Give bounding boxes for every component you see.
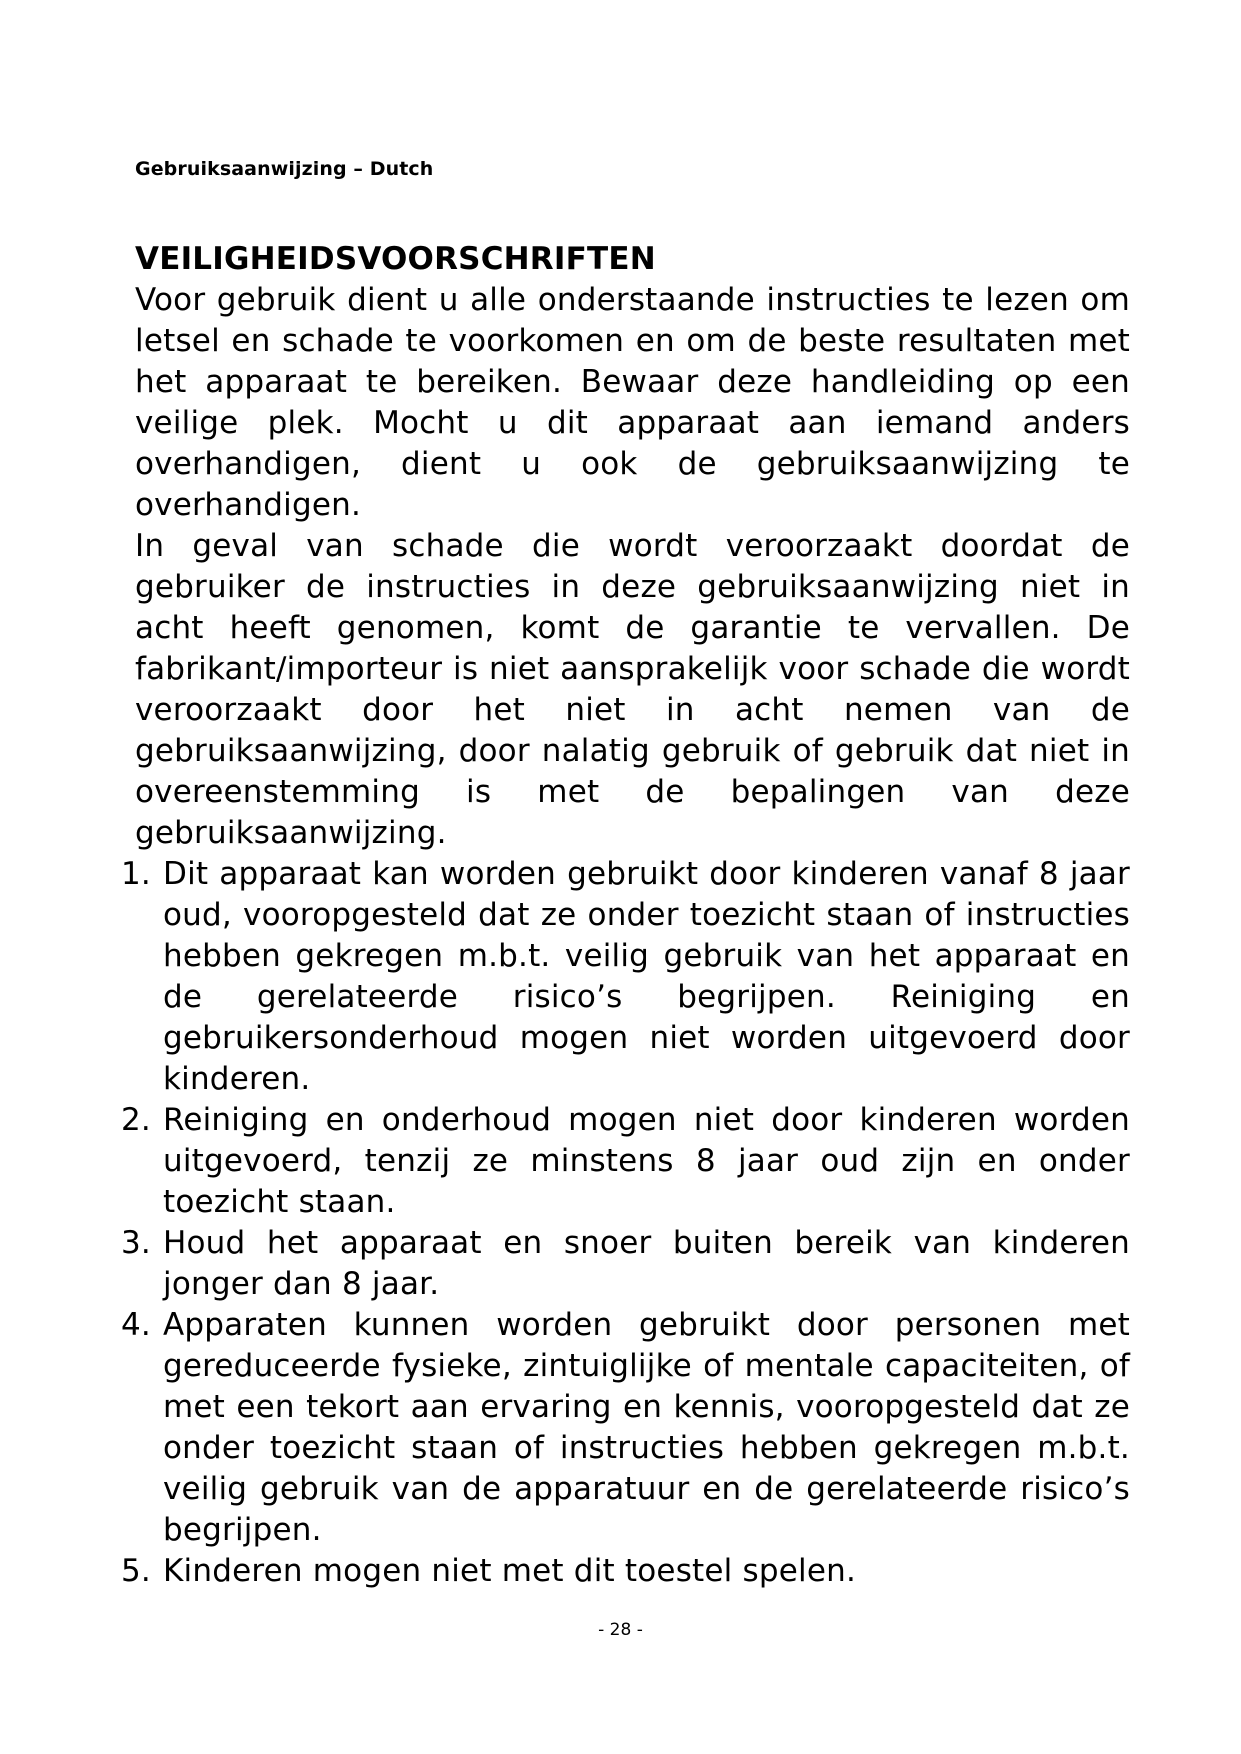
intro-paragraph: Voor gebruik dient u alle onderstaande instructies te lezen om letsel en schade te voorkomen en om de beste resultaten met het apparaat te bereiken. Bewaar deze handleiding op een veilige plek. Mocht u dit apparaat aan iemand anders overhandigen, dient u ook de gebruiksaanwijzing te overhandigen. [135,282,1130,523]
list-item [121,1223,1130,1305]
list-item-text: Apparaten kunnen worden gebruikt door personen met gereduceerde fysieke, zintuiglijke of mentale capaciteiten, of met een tekort aan ervaring en kennis, vooropgesteld dat ze onder toezicht staan of instructies hebben gekregen m.b.t. veilig gebruik van de apparatuur en de gerelateerde risico’s begrijpen. [163,1307,1130,1548]
list-item-number: 2. [121,1102,151,1138]
safety-list [121,854,1130,1592]
list-item-text: Houd het apparaat en snoer buiten bereik van kinderen jonger dan 8 jaar. [163,1225,1130,1302]
list-item-number: 3. [121,1225,151,1261]
page-number: - 28 - [598,1620,643,1640]
list-item [121,1551,1130,1592]
list-item [121,1305,1130,1551]
list-item-number: 5. [121,1553,151,1589]
list-item-number: 4. [121,1307,151,1343]
list-item-text: Reiniging en onderhoud mogen niet door kinderen worden uitgevoerd, tenzij ze minstens 8 jaar oud zijn en onder toezicht staan. [163,1102,1130,1220]
running-header: Gebruiksaanwijzing – Dutch [135,158,434,180]
list-item-text: Dit apparaat kan worden gebruikt door kinderen vanaf 8 jaar oud, vooropgesteld dat ze onder toezicht staan of instructies hebben gekregen m.b.t. veilig gebruik van het apparaat en de gerelateerde risico’s begrijpen. Reiniging en gebruikersonderhoud mogen niet worden uitgevoerd door kinderen. [163,856,1130,1097]
list-item [121,854,1130,1100]
list-item-number: 1. [121,856,151,892]
list-item-text: Kinderen mogen niet met dit toestel spelen. [163,1553,857,1589]
main-content [121,238,1130,1592]
warranty-paragraph: In geval van schade die wordt veroorzaakt doordat de gebruiker de instructies in deze gebruiksaanwijzing niet in acht heeft genomen, komt de garantie te vervallen. De fabrikant/importeur is niet aansprakelijk voor schade die wordt veroorzaakt door het niet in acht nemen van de gebruiksaanwijzing, door nalatig gebruik of gebruik dat niet in overeenstemming is met de bepalingen van deze gebruiksaanwijzing. [135,528,1130,851]
list-item [121,1100,1130,1223]
section-title: VEILIGHEIDSVOORSCHRIFTEN [135,241,656,277]
